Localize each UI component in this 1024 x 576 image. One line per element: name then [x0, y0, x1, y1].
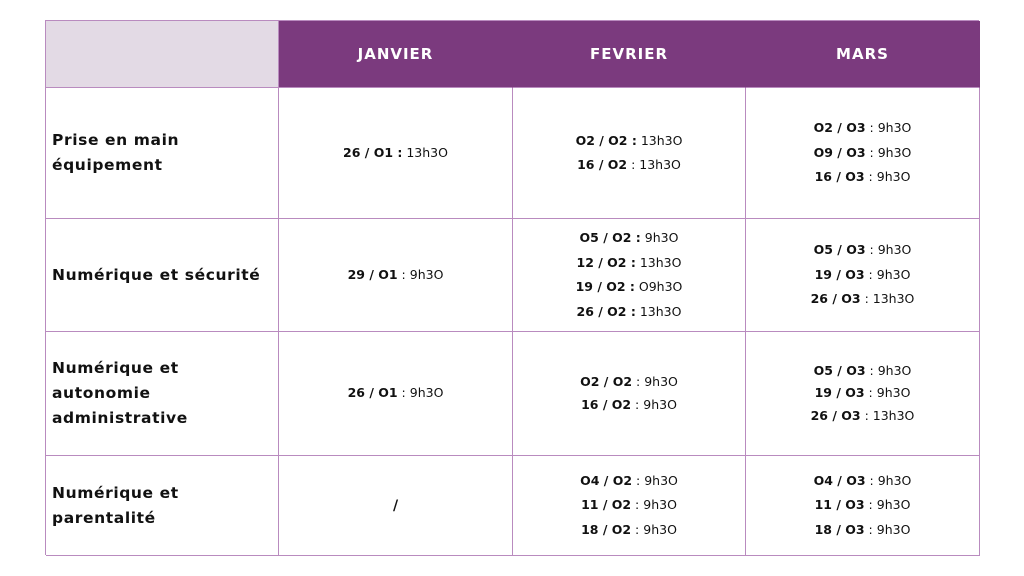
cell-autonomie-mars	[746, 332, 980, 456]
row-label-parentalite	[46, 456, 279, 556]
session-date: 26 / O2 :	[576, 303, 636, 319]
cell-securite-janvier	[279, 219, 513, 332]
session-slot	[580, 469, 678, 494]
row-label-line: Prise en main	[52, 131, 180, 149]
session-time: : 9h3O	[631, 396, 677, 412]
session-date: O5 / O3	[813, 362, 866, 378]
session-slot	[814, 116, 912, 141]
session-slot	[348, 381, 444, 406]
header-corner-cell	[46, 21, 279, 88]
session-time: 13h3O	[402, 144, 448, 160]
session-date: 18 / O2	[581, 521, 632, 537]
session-date: 18 / O3	[814, 521, 865, 537]
no-session-marker: /	[392, 497, 399, 514]
column-header-fevrier: FEVRIER	[513, 21, 746, 88]
row-label-line: Numérique et sécurité	[52, 265, 261, 284]
session-date: 16 / O2	[577, 157, 628, 172]
session-date: O4 / O3	[813, 472, 866, 488]
session-time: : 9h3O	[865, 362, 912, 378]
session-date: 26 / O1	[347, 385, 398, 401]
session-slot	[581, 394, 677, 417]
session-time: : 9h3O	[865, 120, 912, 136]
session-date: 11 / O3	[814, 497, 865, 513]
cell-parentalite-fevrier	[513, 456, 746, 556]
session-date: O2 / O3	[813, 120, 866, 136]
session-time: 9h3O	[640, 230, 679, 245]
session-slot	[577, 251, 682, 276]
session-time: : 13h3O	[860, 291, 915, 307]
column-header-janvier: JANVIER	[279, 21, 513, 88]
session-time: : 9h3O	[397, 266, 444, 282]
cell-prise-en-main-mars	[746, 88, 980, 219]
session-slot	[815, 382, 911, 405]
session-date: 19 / O3	[814, 385, 865, 401]
session-slot	[576, 129, 683, 154]
session-time: 13h3O	[635, 303, 682, 319]
row-label-line: équipement	[52, 156, 163, 174]
session-time: : 9h3O	[632, 374, 678, 389]
session-slot	[814, 141, 912, 166]
session-date: O4 / O2	[580, 472, 633, 488]
session-time: : 9h3O	[865, 144, 912, 160]
session-time: : 9h3O	[864, 521, 911, 537]
column-header-mars: MARS	[746, 21, 980, 88]
row-label-prise-en-main	[46, 88, 279, 219]
session-time: : 9h3O	[864, 385, 911, 401]
session-slot	[348, 263, 444, 288]
session-date: 19 / O2 :	[575, 279, 635, 294]
session-date: 26 / O3	[810, 291, 861, 307]
cell-securite-fevrier	[513, 219, 746, 332]
session-slot	[576, 275, 683, 300]
session-time: : 13h3O	[627, 157, 681, 172]
cell-securite-mars	[746, 219, 980, 332]
cell-autonomie-janvier	[279, 332, 513, 456]
session-time: : 9h3O	[631, 497, 677, 513]
session-date: O9 / O3	[813, 144, 866, 160]
cell-parentalite-janvier	[279, 456, 513, 556]
session-date: 16 / O3	[814, 169, 865, 185]
row-label-line: parentalité	[52, 508, 156, 527]
session-date: 29 / O1	[347, 266, 398, 282]
cell-prise-en-main-fevrier	[513, 88, 746, 219]
cell-autonomie-fevrier	[513, 332, 746, 456]
session-time: : 9h3O	[865, 472, 912, 488]
session-slot	[811, 405, 915, 428]
row-label-numerique-securite	[46, 219, 279, 332]
row-label-autonomie-administrative	[46, 332, 279, 456]
session-date: 12 / O2 :	[576, 254, 636, 270]
session-date: 16 / O2	[581, 396, 632, 412]
session-date: 26 / O3	[810, 407, 861, 423]
session-slot	[577, 300, 682, 325]
session-time: : 9h3O	[397, 385, 444, 401]
session-time: 13h3O	[635, 254, 682, 270]
session-slot	[814, 360, 912, 383]
session-date: 19 / O3	[814, 266, 865, 282]
session-time: 13h3O	[636, 132, 683, 148]
session-slot	[581, 518, 677, 543]
session-time: O9h3O	[634, 279, 683, 294]
session-time: : 9h3O	[632, 472, 678, 488]
session-slot	[815, 165, 911, 190]
session-slot	[815, 518, 911, 543]
session-slot	[580, 371, 678, 394]
session-time: : 9h3O	[864, 266, 911, 282]
session-time: : 13h3O	[860, 407, 915, 423]
session-date: O5 / O3	[813, 242, 866, 258]
session-time: : 9h3O	[865, 242, 912, 258]
session-time: : 9h3O	[864, 497, 911, 513]
schedule-table	[45, 20, 979, 555]
session-date: 26 / O1 :	[343, 144, 403, 160]
session-time: : 9h3O	[864, 169, 911, 185]
session-slot	[811, 287, 915, 312]
session-slot	[815, 263, 911, 288]
session-slot	[580, 226, 679, 251]
cell-parentalite-mars	[746, 456, 980, 556]
session-date: O5 / O2 :	[579, 230, 641, 245]
row-label-line: Numérique et autonomie	[52, 359, 179, 402]
session-time: : 9h3O	[631, 521, 677, 537]
session-slot	[814, 238, 912, 263]
session-date: O2 / O2 :	[575, 132, 637, 148]
cell-prise-en-main-janvier	[279, 88, 513, 219]
session-slot	[814, 469, 912, 494]
session-date: O2 / O2	[580, 374, 633, 389]
row-label-line: Numérique et	[52, 483, 179, 502]
session-slot	[815, 493, 911, 518]
session-date: 11 / O2	[581, 497, 632, 513]
session-slot	[343, 141, 448, 166]
session-slot	[577, 153, 681, 178]
session-slot	[581, 493, 677, 518]
row-label-line: administrative	[52, 409, 188, 427]
